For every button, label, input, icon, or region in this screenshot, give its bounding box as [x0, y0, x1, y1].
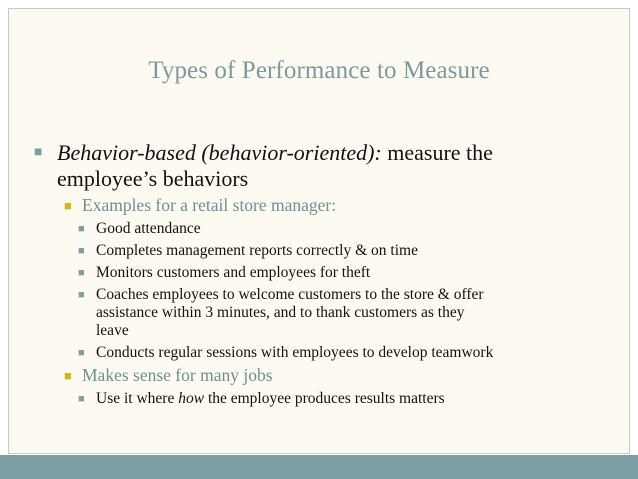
square-bullet-icon: ■ [64, 368, 72, 383]
square-bullet-icon: ■ [78, 393, 85, 405]
square-bullet-icon: ■ [64, 198, 72, 213]
square-bullet-icon: ■ [78, 267, 85, 279]
square-bullet-icon: ■ [78, 223, 85, 235]
square-bullet-icon: ■ [78, 347, 85, 359]
list-item [0, 264, 638, 282]
square-bullet-icon: ■ [78, 245, 85, 257]
sub-bullet-label: Makes sense for many jobs [82, 365, 273, 385]
main-bullet-label: Behavior-based (behavior-oriented): [57, 140, 382, 165]
sub-bullet-examples [0, 194, 638, 216]
list-item-text: Coaches employees to welcome customers to the store & offer [96, 286, 484, 303]
list-item [0, 220, 638, 238]
list-item [0, 242, 638, 260]
list-item-text: Use it where [96, 390, 179, 407]
list-item [0, 344, 638, 362]
list-item-text: Monitors customers and employees for theft [96, 264, 371, 281]
list-item-text: Conducts regular sessions with employees to develop teamwork [96, 344, 494, 361]
list-item [0, 286, 638, 340]
list-item-emphasis: how [178, 390, 205, 407]
footer-bar [0, 455, 638, 479]
list-item-text: Completes management reports correctly & on time [96, 242, 418, 259]
sub-bullet-many-jobs [0, 364, 638, 386]
main-bullet-text-line1: measure the [381, 140, 493, 165]
list-item-text: leave [96, 322, 129, 339]
main-bullet-text-line2: employee’s behaviors [57, 166, 249, 191]
square-bullet-icon: ■ [78, 289, 85, 301]
list-item-text: assistance within 3 minutes, and to thank customers as they [96, 304, 465, 321]
list-item-text: Good attendance [96, 220, 201, 237]
square-bullet-icon: ■ [34, 145, 43, 160]
list-item-text: the employee produces results matters [204, 390, 445, 407]
list-item [0, 390, 638, 408]
slide-content [0, 140, 638, 408]
slide-title: Types of Performance to Measure [148, 57, 490, 84]
sub-bullet-label: Examples for a retail store manager: [82, 195, 337, 215]
main-bullet [0, 140, 638, 192]
